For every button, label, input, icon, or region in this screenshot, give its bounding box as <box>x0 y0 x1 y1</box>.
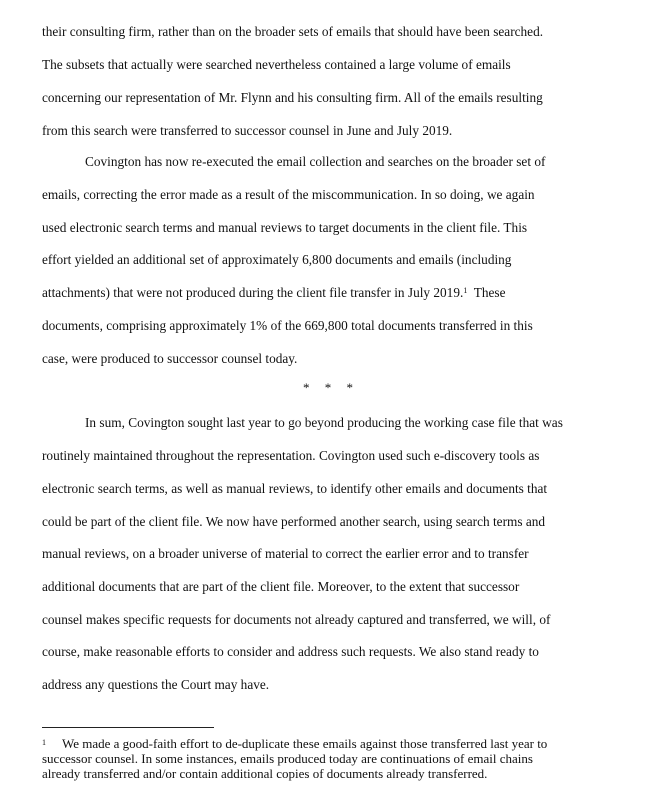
body-line: address any questions the Court may have. <box>42 677 270 692</box>
footnote-marker: 1 <box>42 738 46 747</box>
body-line: In sum, Covington sought last year to go beyond producing the working case file that was <box>85 415 563 430</box>
body-text: These <box>467 285 506 300</box>
body-line: additional documents that are part of the client file. Moreover, to the extent that successor <box>42 579 520 594</box>
body-line: The subsets that actually were searched nevertheless contained a large volume of emails <box>42 57 511 72</box>
footnote-line <box>42 736 547 751</box>
footnote-separator <box>42 727 214 728</box>
footnote-text: We made a good-faith effort to de-duplicate these emails against those transferred last year to <box>62 736 548 751</box>
body-line: their consulting firm, rather than on the broader sets of emails that should have been searched. <box>42 24 544 39</box>
body-line: concerning our representation of Mr. Flynn and his consulting firm. All of the emails resulting <box>42 90 543 105</box>
body-line: used electronic search terms and manual reviews to target documents in the client file. This <box>42 220 528 235</box>
body-line: effort yielded an additional set of approximately 6,800 documents and emails (including <box>42 252 512 267</box>
footnote-line: successor counsel. In some instances, emails produced today are continuations of email chains <box>42 751 533 766</box>
body-line-with-footnote-ref <box>42 285 505 301</box>
body-line: counsel makes specific requests for documents not already captured and transferred, we will, of <box>42 612 551 627</box>
body-line: emails, correcting the error made as a result of the miscommunication. In so doing, we again <box>42 187 535 202</box>
footnote-reference: 1 <box>463 286 468 295</box>
section-break: * * * <box>303 380 359 395</box>
body-line: documents, comprising approximately 1% of the 669,800 total documents transferred in this <box>42 318 533 333</box>
body-text: attachments) that were not produced during the client file transfer in July 2019. <box>42 285 464 300</box>
body-line: manual reviews, on a broader universe of material to correct the earlier error and to transfer <box>42 546 529 561</box>
body-line: could be part of the client file. We now have performed another search, using search terms and <box>42 514 546 529</box>
footnote-line: already transferred and/or contain additional copies of documents already transferred. <box>42 766 488 781</box>
body-line: Covington has now re-executed the email collection and searches on the broader set of <box>85 154 546 169</box>
body-line: from this search were transferred to successor counsel in June and July 2019. <box>42 123 453 138</box>
body-line: case, were produced to successor counsel today. <box>42 351 298 366</box>
body-line: routinely maintained throughout the representation. Covington used such e-discovery tools as <box>42 448 540 463</box>
body-line: course, make reasonable efforts to consider and address such requests. We also stand ready to <box>42 644 539 659</box>
body-line: electronic search terms, as well as manual reviews, to identify other emails and documents that <box>42 481 548 496</box>
